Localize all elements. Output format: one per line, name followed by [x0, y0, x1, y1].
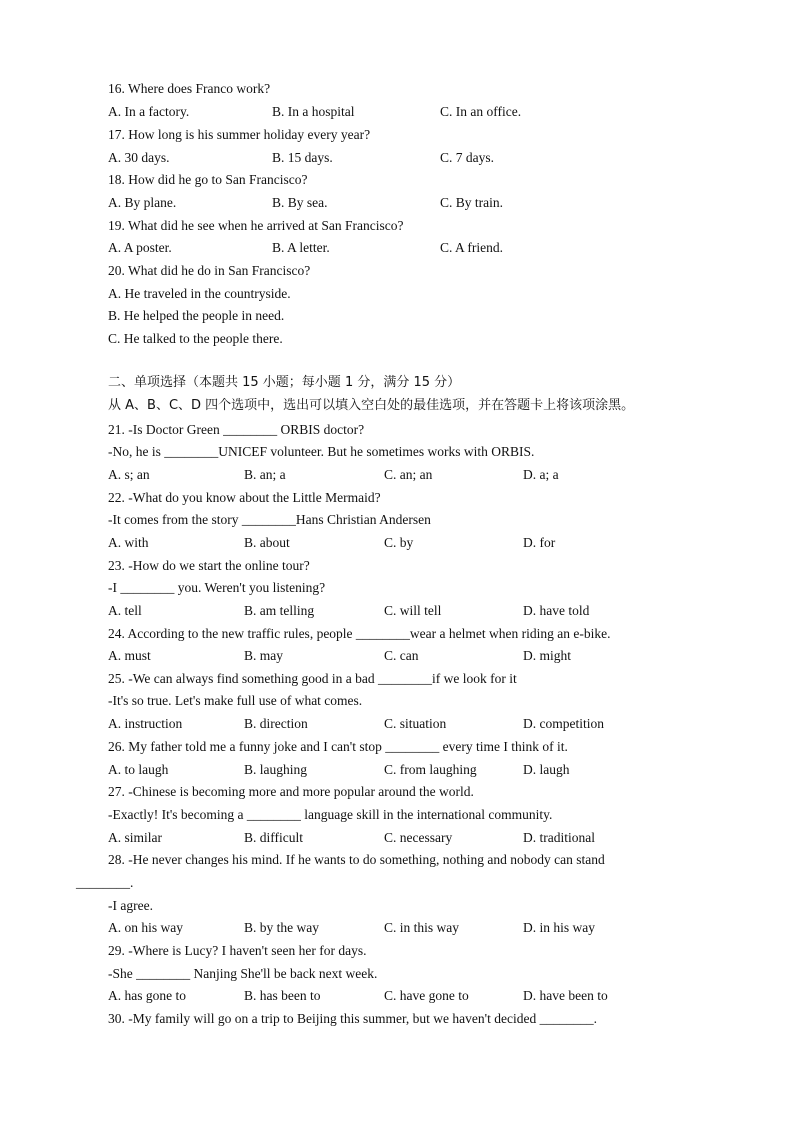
option-21-c: C. an; an	[384, 467, 433, 482]
option-17-b: B. 15 days.	[272, 150, 333, 165]
question-25: 25. -We can always find something good in a bad ________if we look for it	[108, 671, 517, 686]
question-16: 16. Where does Franco work?	[108, 81, 271, 96]
option-29-a: A. has gone to	[108, 988, 186, 1003]
question-19: 19. What did he see when he arrived at San Francisco?	[108, 218, 404, 233]
option-29-b: B. has been to	[244, 988, 321, 1003]
option-25-b: B. direction	[244, 716, 308, 731]
option-20-a: A. He traveled in the countryside.	[108, 286, 291, 301]
question-26: 26. My father told me a funny joke and I can't stop ________ every time I think of it.	[108, 739, 568, 754]
option-21-d: D. a; a	[523, 467, 559, 482]
option-18-c: C. By train.	[440, 195, 503, 210]
option-26-b: B. laughing	[244, 762, 307, 777]
option-24-b: B. may	[244, 648, 283, 663]
option-16-a: A. In a factory.	[108, 104, 190, 119]
option-22-c: C. by	[384, 535, 414, 550]
option-23-d: D. have told	[523, 603, 590, 618]
question-27: 27. -Chinese is becoming more and more popular around the world.	[108, 784, 474, 799]
question-22: 22. -What do you know about the Little Mermaid?	[108, 490, 381, 505]
option-20-c: C. He talked to the people there.	[108, 331, 283, 346]
option-27-c: C. necessary	[384, 830, 453, 845]
option-28-d: D. in his way	[523, 920, 595, 935]
option-19-c: C. A friend.	[440, 240, 503, 255]
question-29-response: -She ________ Nanjing She'll be back next week.	[108, 966, 378, 981]
option-18-b: B. By sea.	[272, 195, 328, 210]
option-19-a: A. A poster.	[108, 240, 172, 255]
question-20: 20. What did he do in San Francisco?	[108, 263, 311, 278]
question-28: 28. -He never changes his mind. If he wants to do something, nothing and nobody can stand	[108, 852, 605, 867]
question-23-response: -I ________ you. Weren't you listening?	[108, 580, 326, 595]
question-17: 17. How long is his summer holiday every year?	[108, 127, 371, 142]
question-21-response: -No, he is ________UNICEF volunteer. But he sometimes works with ORBIS.	[108, 444, 535, 459]
option-16-b: B. In a hospital	[272, 104, 355, 119]
question-24: 24. According to the new traffic rules, people ________wear a helmet when riding an e-bike.	[108, 626, 611, 641]
option-22-d: D. for	[523, 535, 556, 550]
option-26-d: D. laugh	[523, 762, 570, 777]
section-instruction: 从 A、B、C、D 四个选项中，选出可以填入空白处的最佳选项，并在答题卡上将该项涂黑。	[108, 398, 635, 413]
question-25-response: -It's so true. Let's make full use of what comes.	[108, 693, 363, 708]
question-22-response: -It comes from the story ________Hans Christian Andersen	[108, 512, 431, 527]
option-25-d: D. competition	[523, 716, 604, 731]
option-26-a: A. to laugh	[108, 762, 169, 777]
section-title: 二、单项选择（本题共 15 小题；每小题 1 分，满分 15 分）	[108, 375, 461, 390]
option-22-a: A. with	[108, 535, 149, 550]
option-28-c: C. in this way	[384, 920, 460, 935]
option-29-c: C. have gone to	[384, 988, 469, 1003]
option-20-b: B. He helped the people in need.	[108, 308, 285, 323]
option-25-a: A. instruction	[108, 716, 183, 731]
option-21-a: A. s; an	[108, 467, 150, 482]
option-27-d: D. traditional	[523, 830, 595, 845]
option-18-a: A. By plane.	[108, 195, 177, 210]
question-27-response: -Exactly! It's becoming a ________ language skill in the international community.	[108, 807, 553, 822]
option-17-a: A. 30 days.	[108, 150, 170, 165]
option-21-b: B. an; a	[244, 467, 286, 482]
option-19-b: B. A letter.	[272, 240, 330, 255]
option-24-d: D. might	[523, 648, 572, 663]
option-17-c: C. 7 days.	[440, 150, 494, 165]
option-27-a: A. similar	[108, 830, 162, 845]
option-24-a: A. must	[108, 648, 151, 663]
question-23: 23. -How do we start the online tour?	[108, 558, 310, 573]
option-24-c: C. can	[384, 648, 419, 663]
option-29-d: D. have been to	[523, 988, 608, 1003]
question-29: 29. -Where is Lucy? I haven't seen her for days.	[108, 943, 367, 958]
option-23-b: B. am telling	[244, 603, 315, 618]
option-27-b: B. difficult	[244, 830, 303, 845]
question-28-response: -I agree.	[108, 898, 153, 913]
question-21: 21. -Is Doctor Green ________ ORBIS doctor?	[108, 422, 365, 437]
option-26-c: C. from laughing	[384, 762, 477, 777]
option-23-a: A. tell	[108, 603, 142, 618]
question-28-continued: ________.	[76, 875, 134, 890]
question-30: 30. -My family will go on a trip to Beijing this summer, but we haven't decided ________.	[108, 1011, 597, 1026]
option-28-a: A. on his way	[108, 920, 183, 935]
question-18: 18. How did he go to San Francisco?	[108, 172, 308, 187]
option-23-c: C. will tell	[384, 603, 442, 618]
option-28-b: B. by the way	[244, 920, 319, 935]
option-16-c: C. In an office.	[440, 104, 522, 119]
option-25-c: C. situation	[384, 716, 447, 731]
option-22-b: B. about	[244, 535, 290, 550]
